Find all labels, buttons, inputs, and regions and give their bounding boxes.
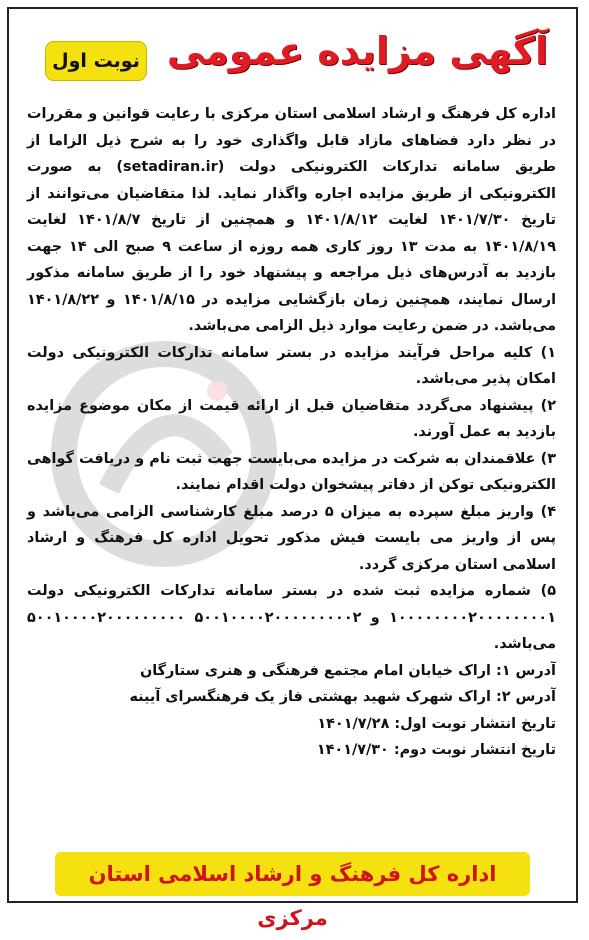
condition-item-3: ۳) علاقمندان به شرکت در مزایده می‌بایست جهت ثبت نام و دریافت گواهی الکترونیکی توکن از دفاتر پیشخوان دولت اقدام نمایند. bbox=[27, 450, 556, 493]
round-badge: نوبت اول bbox=[45, 41, 147, 81]
issuer-footer: اداره کل فرهنگ و ارشاد اسلامی استان مرکزی bbox=[55, 852, 530, 896]
publish-date-second: تاریخ انتشار نوبت دوم: ۱۴۰۱/۷/۳۰ bbox=[316, 742, 556, 758]
condition-item-4: ۴) واریز مبلغ سپرده به میزان ۵ درصد مبلغ کارشناسی الزامی می‌باشد و پس از واریز می بایست فیش مذکور تحویل اداره کل فرهنگ و ارشاد اسلامی استان مرکزی گردد. bbox=[27, 503, 556, 573]
condition-item-2: ۲) پیشنهاد می‌گردد متقاضیان قبل از ارائه قیمت از مکان موضوع مزایده بازدید به عمل آورند. bbox=[27, 397, 556, 440]
notice-body bbox=[27, 101, 556, 764]
condition-item-5: ۵) شماره مزایده ثبت شده در بستر سامانه تدارکات الکترونیکی دولت ۱۰۰۰۰۰۰۰۰۲۰۰۰۰۰۰۰۰۱ و ۵۰۰۱۰۰۰۰۲۰۰۰۰۰۰۰۰۰۲ ۵۰۰۱۰۰۰۰۲۰۰۰۰۰۰۰۰۰ می‌باشد. bbox=[27, 583, 556, 652]
notice-title: آگهی مزایده عمومی bbox=[166, 29, 548, 73]
intro-paragraph: اداره کل فرهنگ و ارشاد اسلامی استان مرکزی با رعایت قوانین و مقررات در نظر دارد فضاهای مازاد قابل واگذاری خود را به شرح ذیل الزاما از طریق سامانه تدارکات الکترونیکی دولت (setadiran.ir) به صورت الکترونیکی از طریق مزایده اجاره واگذار نماید. لذا متقاضیان می‌توانند از تاریخ ۱۴۰۱/۷/۳۰ لغایت ۱۴۰۱/۸/۱۲ و همچنین از تاریخ ۱۴۰۱/۸/۷ لغایت ۱۴۰۱/۸/۱۹ به مدت ۱۳ روز کاری همه روزه از ساعت ۹ صبح الی ۱۴ جهت بازدید به آدرس‌های ذیل مراجعه و پیشنهاد خود را از طریق سامانه مذکور ارسال نمایند، همچنین زمان بازگشایی مزایده در ۱۴۰۱/۸/۱۵ و ۱۴۰۱/۸/۲۲ می‌باشد. در ضمن رعایت موارد ذیل الزامی می‌باشد. bbox=[27, 106, 557, 334]
condition-item-1: ۱) کلیه مراحل فرآیند مزایده در بستر سامانه تدارکات الکترونیکی دولت امکان پذیر می‌باشد. bbox=[27, 344, 556, 387]
address-1: آدرس ۱: اراک خیابان امام مجتمع فرهنگی و هنری ستارگان bbox=[139, 662, 556, 679]
notice-frame bbox=[7, 7, 578, 930]
notice-header bbox=[23, 29, 562, 91]
publish-date-first: تاریخ انتشار نوبت اول: ۱۴۰۱/۷/۲۸ bbox=[317, 715, 556, 732]
address-2: آدرس ۲: اراک شهرک شهید بهشتی فاز یک فرهنگسرای آیینه bbox=[129, 689, 556, 705]
